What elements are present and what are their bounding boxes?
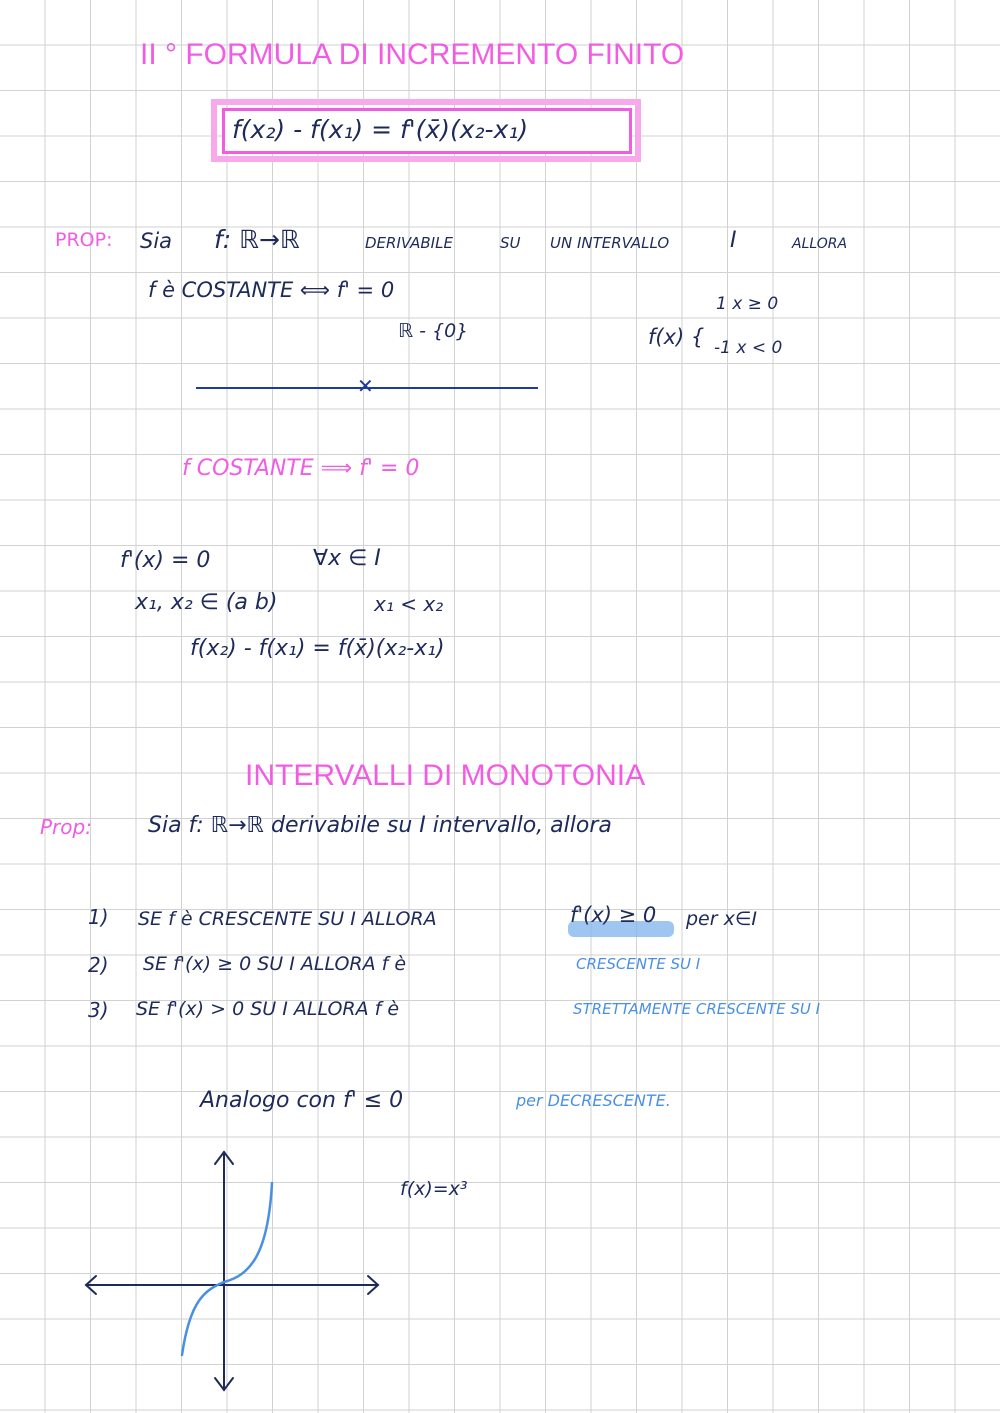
section-title-monotonia: INTERVALLI DI MONOTONIA — [245, 759, 646, 792]
analogo-blue: per DECRESCENTE. — [516, 1091, 671, 1110]
piecewise-top: 1 x ≥ 0 — [716, 294, 779, 314]
prop1-domain-note: ℝ - {0} — [398, 320, 469, 342]
cubic-curve — [182, 1183, 272, 1355]
item1-num: 1) — [88, 905, 109, 929]
item3-conclusion: STRETTAMENTE CRESCENTE SU I — [573, 1000, 821, 1018]
prop-label-1: PROP: — [55, 229, 113, 251]
item3-text: SE f'(x) > 0 SU I ALLORA f è — [136, 998, 400, 1020]
prop1-func: f: ℝ→ℝ — [214, 225, 300, 254]
item3-num: 3) — [88, 998, 109, 1022]
piecewise-bottom: -1 x < 0 — [714, 338, 783, 358]
prop1-su: SU — [500, 234, 521, 252]
formula-text: f(x₂) - f(x₁) = f'(x̄)(x₂-x₁) — [232, 115, 529, 144]
prop-label-2: Prop: — [40, 815, 92, 839]
item2-conclusion: CRESCENTE SU I — [576, 955, 701, 973]
item1-text: SE f è CRESCENTE SU I ALLORA — [138, 908, 437, 930]
separator-cross: ✕ — [357, 374, 374, 398]
graph-label: f(x)=x³ — [400, 1178, 468, 1200]
proof-line1b: ∀x ∈ I — [313, 546, 381, 571]
item2-text: SE f'(x) ≥ 0 SU I ALLORA f è — [143, 953, 407, 975]
piecewise-f: f(x) { — [648, 325, 705, 349]
prop1-intervallo: UN INTERVALLO — [550, 234, 670, 252]
prop1-allora: ALLORA — [792, 236, 848, 252]
prop1-line2: f è COSTANTE ⟺ f' = 0 — [148, 278, 395, 302]
prop2-text: Sia f: ℝ→ℝ derivabile su I intervallo, allora — [148, 813, 612, 838]
item1-condition: f'(x) ≥ 0 — [570, 903, 657, 927]
item2-num: 2) — [88, 953, 109, 977]
prop1-sia: Sia — [140, 229, 173, 253]
prop1-derivabile: DERIVABILE — [365, 234, 453, 252]
proof-line1a: f'(x) = 0 — [120, 548, 211, 573]
analogo-text: Analogo con f' ≤ 0 — [200, 1088, 404, 1113]
proof-line3: f(x₂) - f(x₁) = f(x̄)(x₂-x₁) — [190, 636, 445, 661]
proof-line2b: x₁ < x₂ — [374, 592, 444, 616]
prop1-interval-I: I — [730, 228, 737, 253]
proof-line2a: x₁, x₂ ∈ (a b) — [135, 590, 278, 615]
section-title-incremento: II ° FORMULA DI INCREMENTO FINITO — [140, 38, 685, 71]
item1-tail: per x∈I — [686, 908, 757, 930]
proof-pink-line: f COSTANTE ⟹ f' = 0 — [182, 456, 420, 481]
